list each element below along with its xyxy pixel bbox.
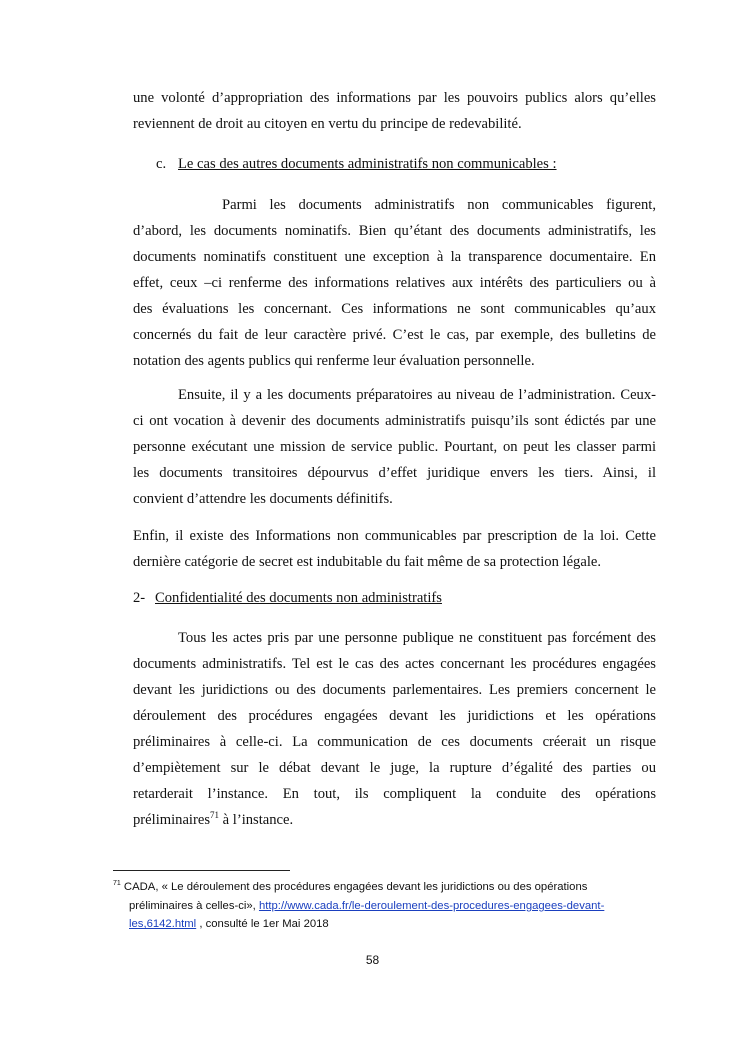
- section-2-heading: [133, 588, 442, 608]
- footnote-number: 71: [113, 880, 121, 888]
- footnote-text-2: préliminaires à celles-ci»,: [129, 900, 259, 912]
- footnote-link-part2[interactable]: les,6142.html: [129, 918, 197, 930]
- para3-line-2: dernière catégorie de secret est indubitable du fait même de sa protection légale.: [133, 554, 602, 570]
- para2-line-5: convient d’attendre les documents définitifs.: [133, 491, 393, 507]
- section-c-marker: c.: [156, 156, 167, 172]
- para4-line-1: Tous les actes pris par une personne publique ne constituent pas forcément des: [178, 630, 656, 646]
- footnote-reference[interactable]: 71: [210, 810, 219, 821]
- para4-line-4: déroulement des procédures engagées devant les juridictions et les opérations: [133, 708, 656, 724]
- para1-line-2: d’abord, les documents nominatifs. Bien qu’étant des documents administratifs, les: [133, 223, 656, 239]
- para4-last-text: préliminaires: [133, 812, 210, 828]
- para2-line-4: les documents transitoires dépourvus d’effet juridique envers les tiers. Ainsi, il: [133, 465, 656, 481]
- para2-line-2: ci ont vocation à devenir des documents administratifs puisqu’ils sont édictés par une: [133, 413, 656, 429]
- footnote-line-3: [129, 915, 329, 933]
- footnote-link-part1[interactable]: http://www.cada.fr/le-deroulement-des-procedures-engagees-devant-: [258, 900, 605, 912]
- intro-line-2: reviennent de droit au citoyen en vertu du principe de redevabilité.: [133, 116, 522, 132]
- para4-line-2: documents administratifs. Tel est le cas des actes concernant les procédures engagées: [133, 656, 656, 672]
- section-2-title: Confidentialité des documents non administratifs: [155, 590, 442, 606]
- para4-line-5: préliminaires à celle-ci. La communication de ces documents créerait un risque: [133, 734, 656, 750]
- para4-line-8: [133, 810, 656, 830]
- para1-line-7: notation des agents publics qui renferme leur évaluation personnelle.: [133, 353, 535, 369]
- para1-line-6: concernés du fait de leur caractère privé. C’est le cas, par exemple, des bulletins de: [133, 327, 656, 343]
- para2-line-1: Ensuite, il y a les documents préparatoires au niveau de l’administration. Ceux-: [178, 387, 656, 403]
- para4-line-6: d’empiètement sur le débat devant le juge, la rupture d’égalité des parties ou: [133, 760, 656, 776]
- footnote-text-3: , consulté le 1er Mai 2018: [196, 918, 329, 930]
- para1-line-1: Parmi les documents administratifs non communicables figurent,: [222, 197, 656, 213]
- section-c-title: Le cas des autres documents administratifs non communicables :: [178, 156, 557, 172]
- footnote-separator: [113, 870, 290, 871]
- footnote-line-2: [129, 897, 604, 915]
- footnote-text-1: CADA, « Le déroulement des procédures engagées devant les juridictions ou des opérations: [120, 881, 588, 893]
- para4-last-text-end: à l’instance.: [219, 812, 294, 828]
- intro-line-1: une volonté d’appropriation des informations par les pouvoirs publics alors qu’elles: [133, 90, 656, 106]
- footnote-line-1: [113, 878, 587, 896]
- para2-line-3: personne exécutant une mission de service public. Pourtant, on peut les classer parmi: [133, 439, 656, 455]
- para3-line-1: Enfin, il existe des Informations non communicables par prescription de la loi. Cette: [133, 528, 656, 544]
- section-2-marker: 2-: [133, 590, 146, 606]
- para4-line-3: devant les juridictions ou des documents parlementaires. Les premiers concernent le: [133, 682, 656, 698]
- para4-line-7: retarderait l’instance. En tout, ils compliquent la conduite des opérations: [133, 786, 656, 802]
- para1-line-3: documents nominatifs constituent une exception à la transparence documentaire. En: [133, 249, 656, 265]
- para1-line-4: effet, ceux –ci renferme des informations relatives aux intérêts des particuliers ou à: [133, 275, 656, 291]
- page-number: 58: [365, 953, 380, 967]
- para1-line-5: des évaluations les concernant. Ces informations ne sont communicables qu’aux: [133, 301, 656, 317]
- section-c-heading: [156, 154, 557, 174]
